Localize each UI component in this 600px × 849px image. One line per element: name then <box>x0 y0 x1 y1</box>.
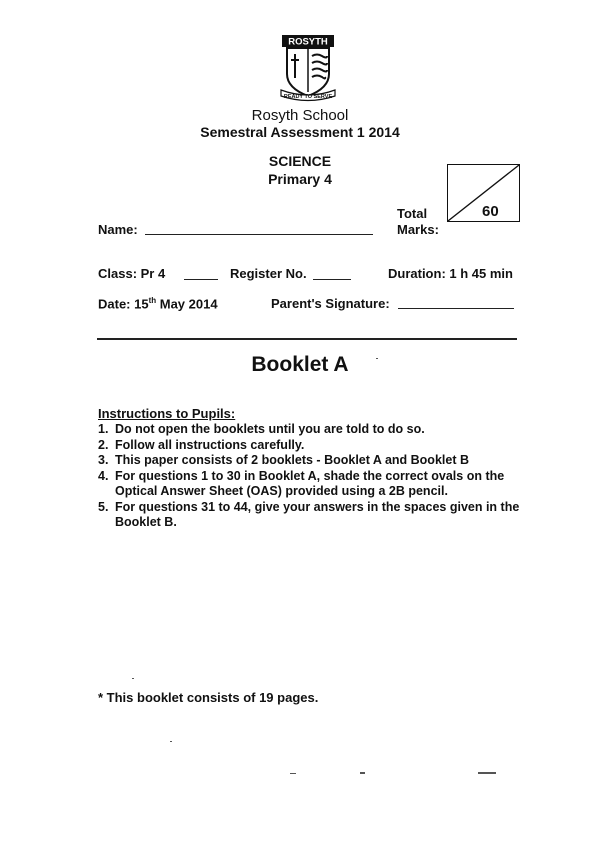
crest-shield-icon <box>279 34 337 102</box>
scan-speck <box>376 358 378 359</box>
exam-title: Semestral Assessment 1 2014 <box>200 124 400 140</box>
instruction-item: 2. Follow all instructions carefully. <box>98 437 305 452</box>
scan-speck <box>132 678 134 679</box>
total-label: Total <box>397 206 428 221</box>
svg-text:ROSYTH: ROSYTH <box>288 36 328 48</box>
school-name: Rosyth School <box>251 107 349 124</box>
marks-box <box>447 164 520 222</box>
signature-field-line[interactable] <box>398 308 514 309</box>
scan-speck <box>290 773 296 774</box>
name-label: Name: <box>98 222 138 237</box>
page-count-note: * This booklet consists of 19 pages. <box>98 690 319 705</box>
instructions-heading: Instructions to Pupils: <box>98 406 236 421</box>
school-crest-logo <box>279 34 337 102</box>
scan-speck <box>170 741 172 742</box>
instruction-item: 1. Do not open the booklets until you are told to do so. <box>98 422 425 436</box>
register-label: Register No. <box>230 266 307 281</box>
parent-signature-label: Parent's Signature: <box>271 296 390 311</box>
total-marks-value: 60 <box>482 203 499 220</box>
scan-speck <box>478 772 496 774</box>
booklet-title: Booklet A <box>251 353 349 376</box>
class-field-line[interactable] <box>184 279 218 280</box>
svg-text:READY TO SERVE: READY TO SERVE <box>283 94 333 100</box>
scan-speck <box>360 772 365 774</box>
instruction-item: 5. For questions 31 to 44, give your answers in the spaces given in the Booklet B. <box>98 499 520 529</box>
name-field-line[interactable] <box>145 234 373 235</box>
register-field-line[interactable] <box>313 279 351 280</box>
subject-title: SCIENCE <box>268 153 332 169</box>
instruction-item: 4. For questions 1 to 30 in Booklet A, shade the correct ovals on the Optical Answer Sheet (OAS) provided using a 2B pencil. <box>98 468 505 498</box>
duration-label: Duration: 1 h 45 min <box>388 266 513 281</box>
level-title: Primary 4 <box>268 171 332 187</box>
instructions-list <box>98 422 538 531</box>
instruction-item: 3. This paper consists of 2 booklets - Booklet A and Booklet B <box>98 453 469 467</box>
divider-line <box>97 338 517 340</box>
marks-label: Marks: <box>397 222 439 237</box>
class-label: Class: Pr 4 <box>98 266 166 281</box>
date-label: Date: 15th May 2014 <box>98 296 218 312</box>
